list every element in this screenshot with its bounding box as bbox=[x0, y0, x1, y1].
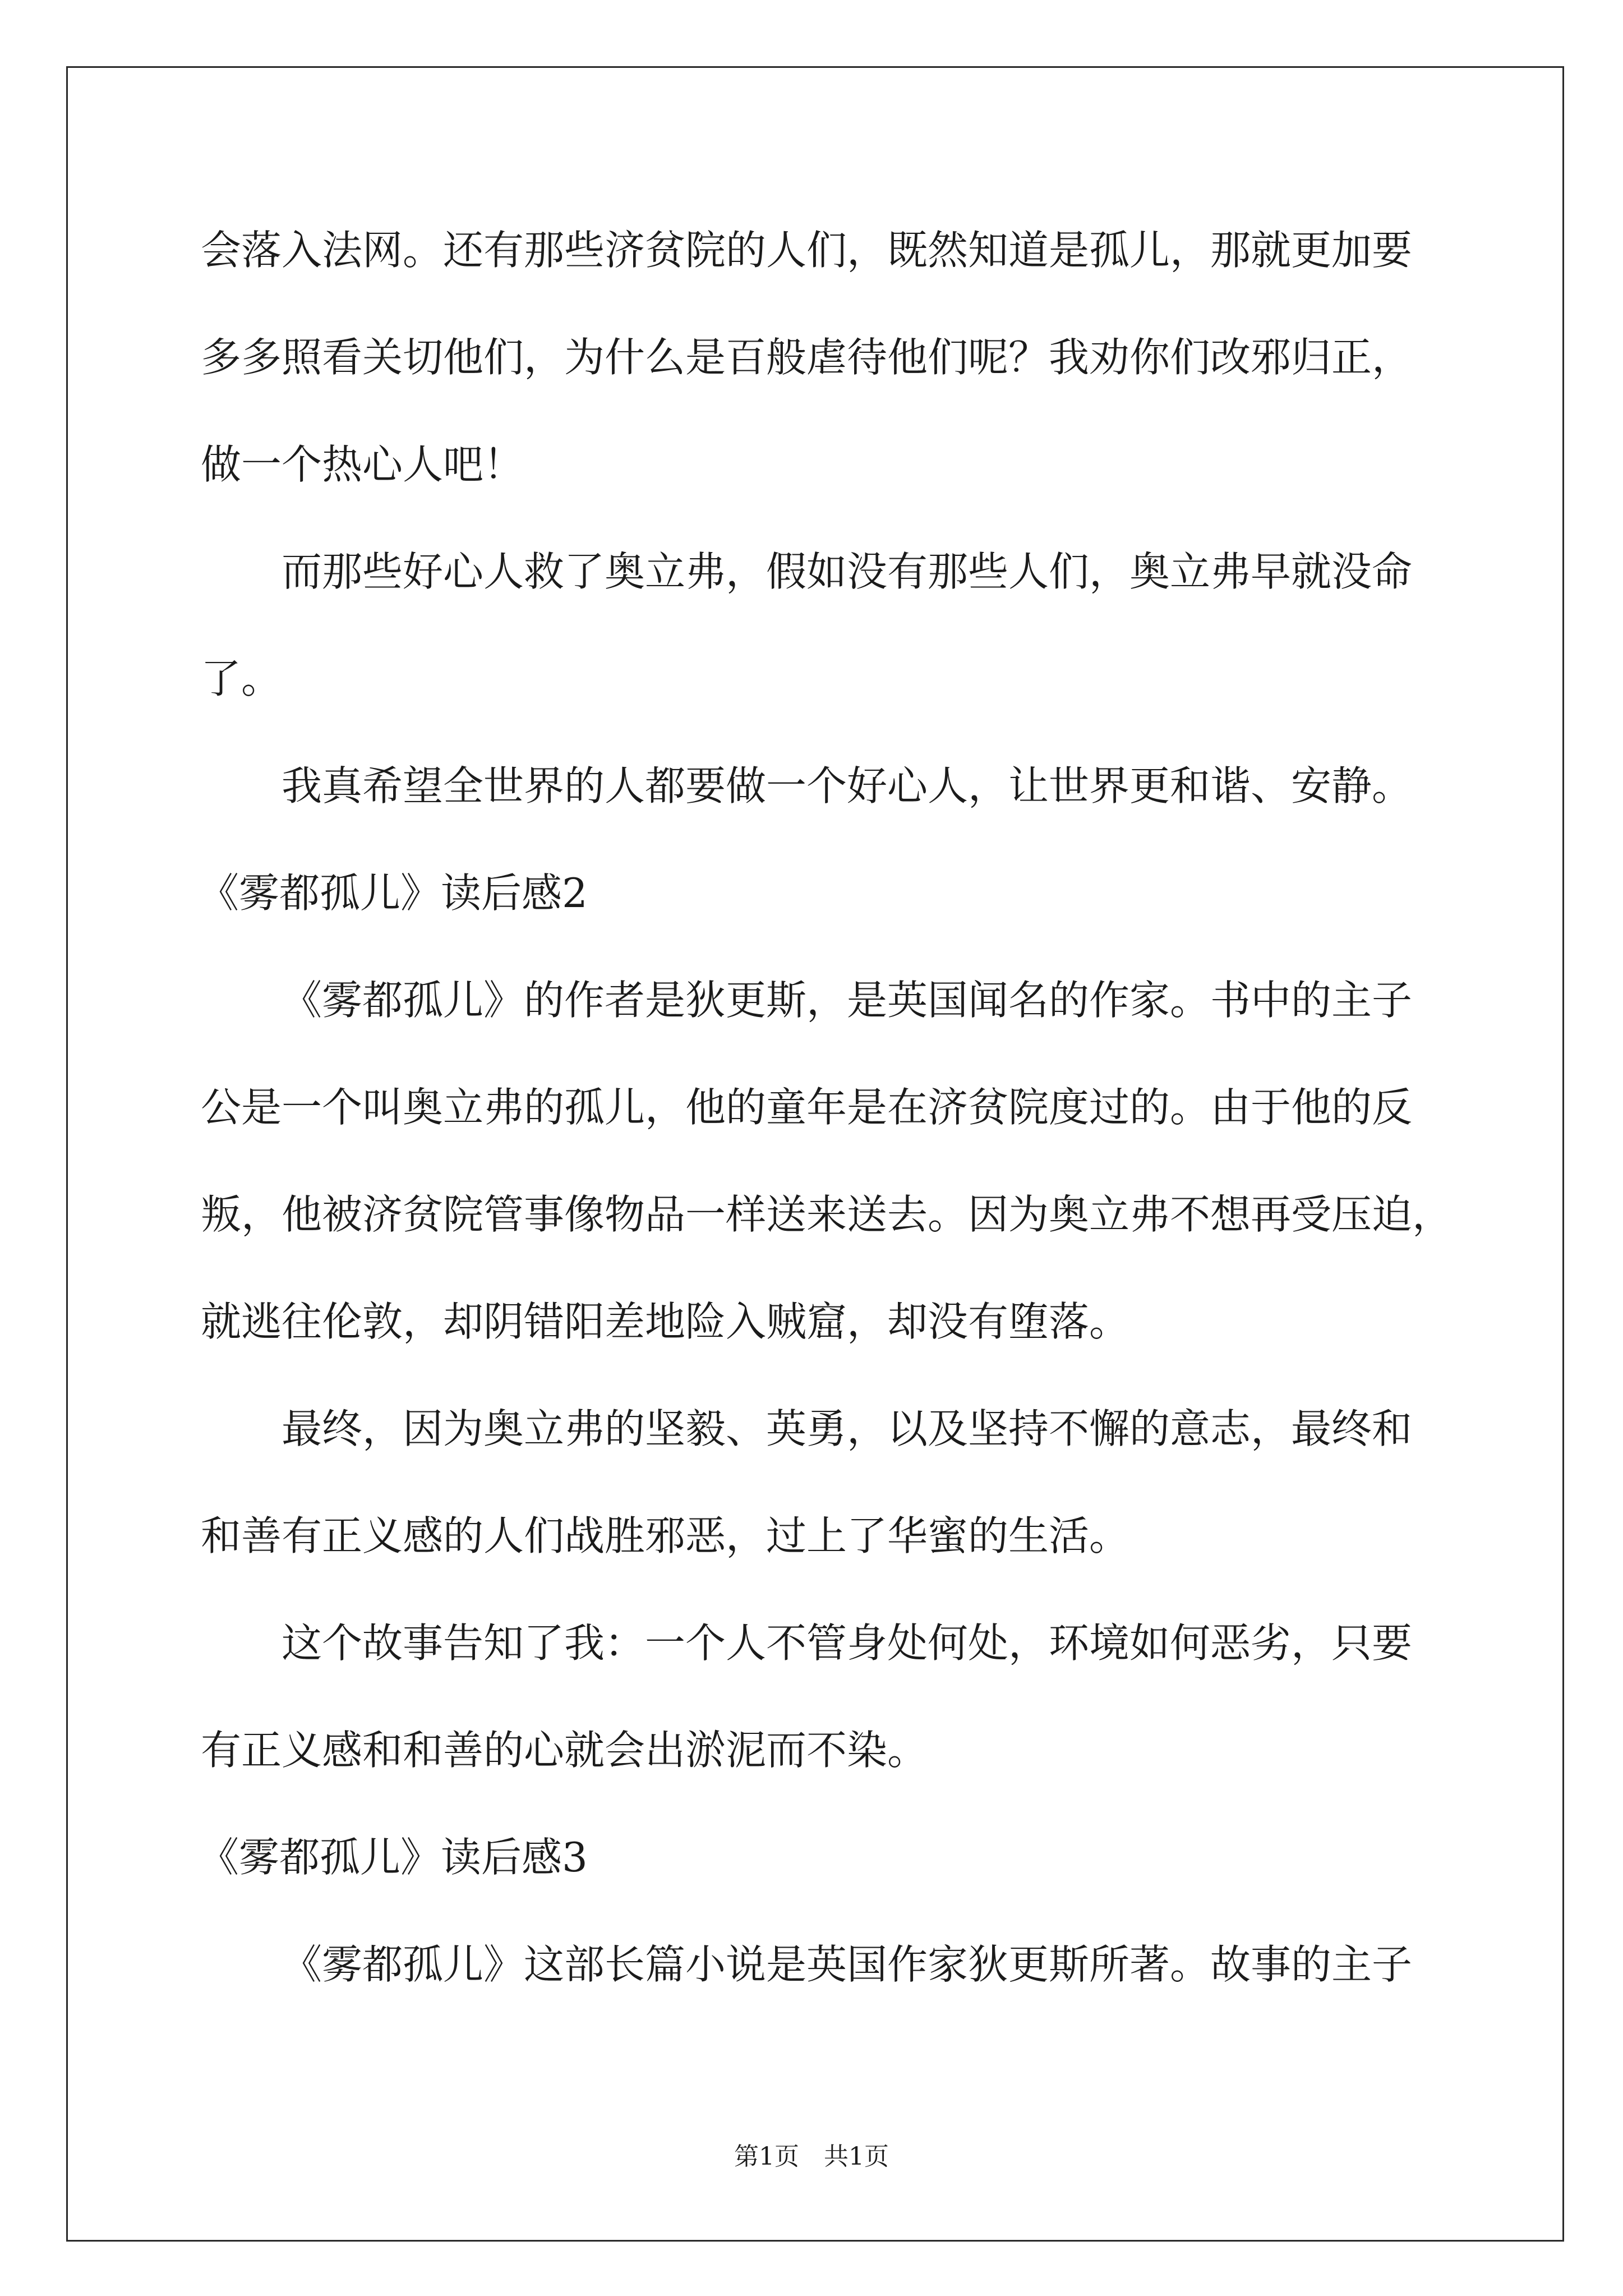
document-body bbox=[201, 197, 1536, 2018]
text-line: 就逃往伦敦，却阴错阳差地险入贼窟，却没有堕落。 bbox=[201, 1298, 1130, 1345]
paragraph bbox=[201, 518, 1536, 733]
section-heading bbox=[201, 840, 1536, 947]
page-total: 共1页 bbox=[824, 2142, 889, 2171]
text-line: 公是一个叫奥立弗的孤儿，他的童年是在济贫院度过的。由于他的反 bbox=[201, 1084, 1413, 1131]
section-heading-text: 《雾都孤儿》读后感3 bbox=[199, 1834, 588, 1881]
paragraph bbox=[201, 1375, 1536, 1590]
text-line: 多多照看关切他们，为什么是百般虐待他们呢？我劝你们改邪归正， bbox=[201, 334, 1413, 381]
page-footer bbox=[0, 2140, 1623, 2174]
paragraph bbox=[201, 1590, 1536, 1804]
paragraph bbox=[201, 947, 1536, 1375]
text-line: 《雾都孤儿》这部长篇小说是英国作家狄更斯所著。故事的主子 bbox=[282, 1941, 1413, 1988]
text-line: 叛，他被济贫院管事像物品一样送来送去。因为奥立弗不想再受压迫， bbox=[201, 1191, 1453, 1238]
text-line: 我真希望全世界的人都要做一个好心人，让世界更和谐、安静。 bbox=[282, 762, 1413, 809]
text-line: 了。 bbox=[201, 655, 282, 702]
text-line: 而那些好心人救了奥立弗，假如没有那些人们，奥立弗早就没命 bbox=[282, 548, 1413, 595]
text-line: 和善有正义感的人们战胜邪恶，过上了华蜜的生活。 bbox=[201, 1512, 1130, 1559]
text-line: 最终，因为奥立弗的坚毅、英勇，以及坚持不懈的意志，最终和 bbox=[282, 1405, 1413, 1452]
section-heading bbox=[201, 1804, 1536, 1911]
paragraph bbox=[201, 1911, 1536, 2018]
text-line: 有正义感和和善的心就会出淤泥而不染。 bbox=[201, 1727, 928, 1774]
text-line: 《雾都孤儿》的作者是狄更斯，是英国闻名的作家。书中的主子 bbox=[282, 977, 1413, 1024]
text-line: 做一个热心人吧！ bbox=[201, 441, 524, 488]
text-line: 这个故事告知了我：一个人不管身处何处，环境如何恶劣，只要 bbox=[282, 1619, 1413, 1667]
text-line: 会落入法网。还有那些济贫院的人们，既然知道是孤儿，那就更加要 bbox=[201, 227, 1413, 274]
paragraph bbox=[201, 197, 1536, 518]
paragraph bbox=[201, 733, 1536, 840]
page-number: 第1页 bbox=[734, 2142, 799, 2171]
section-heading-text: 《雾都孤儿》读后感2 bbox=[199, 869, 588, 917]
